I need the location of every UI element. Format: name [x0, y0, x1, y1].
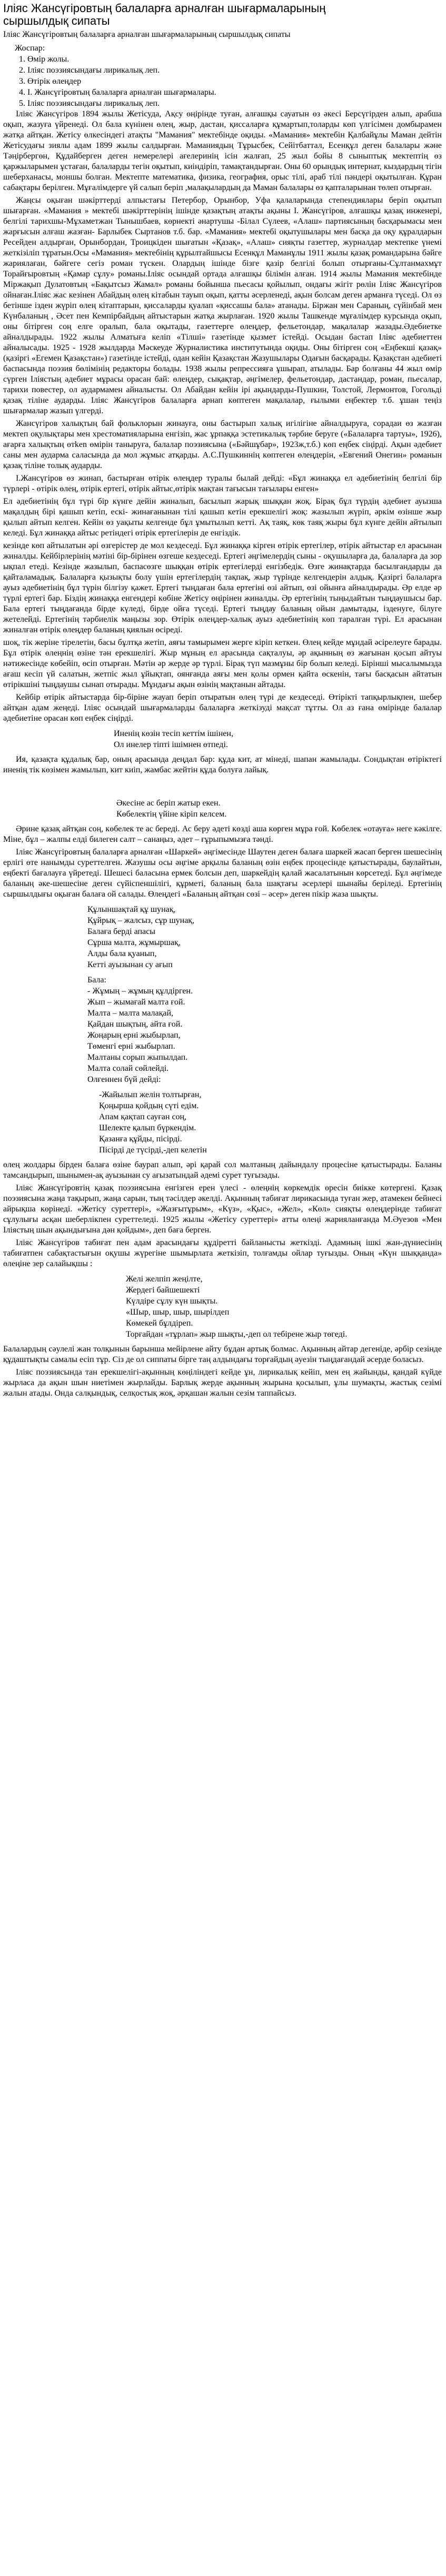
- verse-line: Малта солай сөйлейді.: [87, 1064, 169, 1073]
- verse-line: Пісірді де түсірді,-деп келетін: [99, 1146, 207, 1155]
- verse-line: «Шыр, шыр, шыр, шырілдеп: [126, 1308, 230, 1317]
- verse-line: Апам қақтап сауған соң,: [99, 1112, 187, 1121]
- verse-line: Иненің көзін тесіп кеттім ішінен,: [114, 729, 233, 738]
- verse-line: Олғеннен бүй дейді:: [87, 1075, 161, 1084]
- paragraph: Балалардың сәулелі жан толқынын барынша мейірлене айту бұдан артық болмас. Ақынның айтар дегеніде, әрбір сезінде құдаштықты самалы есіп тұр. Сіз де ол сиппаты бірге таң алдындағы торғайдың әуезін тыңдағандай әсерде боласыз.: [3, 1345, 442, 1364]
- paragraph: Кейбір өтірік айтыстарда бір-біріне жауап беріп отыратын өлең түрі де кездеседі. Өтірікті тапқырлықпен, шебер айтқан адам жеңеді. Іліяс осындай шығармаларды балаларға жеткізуді мақсат тұтты. Ол аз ғана өмірінде балалар әдебиетіне орасан көп еңбек сіңірді.: [3, 693, 442, 723]
- verse-line: Көбелектің үйіне кіріп келсем.: [116, 810, 227, 819]
- document-body: [3, 109, 442, 1399]
- paragraph: Ел әдебиетінің бұл түрі бір күнге дейін жиналып, басылып жарық шыққан жоқ. Бірақ бұл түрдің әдебиет ауызша мақалдың бірі қашып кетіп, ескі- жинағанынан тілі қашып кетін ерекшелігі жоқ: жазылып жүріп, әркім өзінше жыр қылып айтып келген. Кейін өз уақыты келгенде бұл ұмытылып кетті. Ақ таяқ, көк таяқ жыры бұл күнге дейін айтылып келеді. Бұл жинаққа айтыс ретіндегі өтірік ертегілерін де енгіздік.: [3, 497, 442, 538]
- document-subtitle: Іліяс Жансүгіровтың балаларға арналған шығармаларының сыршылдық сипаты: [3, 30, 291, 39]
- verse-line: Ол инелер тіпті ішімнен өтпеді.: [114, 740, 228, 749]
- spacer: [3, 778, 442, 793]
- verse-line: Шелекте қалып бүркендім.: [99, 1123, 196, 1132]
- paragraph: Іліяс Жансүгіров табиғат пен адам арасындағы құдіретті байланысты жеткізді. Адамның ішкі жан-дүниесінің табиғатпен сабақтастығын оқушы жүрегіне шымырлата жеткізіп, толғамды ойлар туғызды. Оның «Күн шыққанда» өлеңіне зер салайықшы :: [3, 1238, 442, 1268]
- verse-line: Жердегі байшешекті: [126, 1286, 200, 1295]
- paragraph: Іліяс поэзиясында тан ерекшелігі-ақынның көңіліндегі кейде ұн, лирикалық кейіп, мен ең жайынды, қандай күйде жырласа да ақын шын ниетімен жырлайды. Барлық жерде ақынның жырына қосылып, ұлы шумақты, жастық сезімі жалын атады. Онда салқындық, селқостық жоқ, әрқашан жалын сезім таппайсыз.: [3, 1368, 442, 1398]
- paragraph: Жаңсы оқыған шәкірттерді алпыстағы Петербор, Орынбор, Уфа қалаларында степендиялары беріп оқытып шығарған. «Мамания » мектебі шәкірттерінің ішінде қазақтың атақты ақыны І. Жансүгіров, алғашқы қазақ инженері, белгілі тарихшы-Мұхаметжан Тынышбаев, көрнекті әнартушы -Білал Сүлеев, «Алаш» партиясының басқарымасы мен жарғысын алғаш жазған- Барлыбек Сыртанов т.б. бар. «Мамания» мектебі оқытушылары мен басқа да оқу құралдарын Ресейден алдырған, Орынбордан, Троицкіден шығатын «Қазақ», «Алаш» сияқты газеттер, журналдар мектепке үнемі жеткізіліп тұратын.Осы «Мамания» мектебінің құрылтайшысы Есенқұл Маманұлы 1911 жылы қазақ романдарына бәйге жариялаған, бәйгеге сегіз роман түскен. Олардың ішінде бізге қазір белгілі болып отырғаны-Сұлтанмахмұт Торайғыровтың «Қамар сұлу» романы.Іліяс осындай ортада алғашқы білімін алған. 1914 жылы Мамания мектебінде Міржақып Дулатовтың «Бақытсыз Жамал» романы бойынша пьесасы қойылып, ондағы жігіт рөлін Іліяс Жансүгіров ойнаған.Іліяс жас кезінен Абайдың өлең кітабын тауып оқып, қатты әсерленеді, ақын болсам деген арманға түседі. Ол өз бетінше ізден жүріп өлең кітаптарын, қиссаларды қуалап «қиссашы бала» атанады. Біржан мен Сараның, сүйінбай мен Күнбаланың , Әсет пен Кемпірбайдың айтыстарын жатқа жырлаған. 1920 жылы Ташкенде мұғалімдер курсында оқып, оны бітірген соң елге оралып, бала оқытады, газеттерге өлеңдер, фельетондар, мақалалар жазады.Әдебиетке айналдырады. 1922 жылы Алматыға келіп «Тілші» газетінде қызмет істейді. Осыдан бастап Іліяс әдебиеттен айналысады. 1925 - 1928 жылдарда Мәскеуде Журналистика институтында оқиды. Оны бітірген соң «Еңбекші қазақ» (қазіргі «Егемен Қазақстан») газетінде істейді, одан кейін Қазақстан Жазушылары Одағын басқарады. Қазақстан әдебиеті баспасында поэзия бөлімінің редакторы болады. 1938 жылы репрессияға ұшырап, атылады. Бар болғаны 44 жыл өмір сүрген Іліястың әдебиет мұрасы орасан бай: өлеңдер, сықақтар, әңгімелер, фельетондар, дастандар, роман, пьесалар, тарихи повестер, ол аудармамен айналысты. Ол Абайдан кейін ірі ақындарды-Пушкин, Толстой, Лермонтов, Гогольді қазақ тіліне аударды. Іліяс Жансүгіров балаларға арнап көптеген мақалалар, ғылыми еңбектер т.б. ұшан теңіз шығармалар жазып үлгерді.: [3, 196, 442, 415]
- verse-line: Қайдан шықтың, айта ғой.: [87, 1020, 183, 1029]
- verse-block: [3, 728, 442, 750]
- table-of-contents: [3, 54, 442, 109]
- verse-line: Бала:: [87, 976, 106, 984]
- verse-line: Балаға берді апасы: [87, 927, 155, 936]
- verse-line: Төменгі ерні жыбырлап.: [87, 1042, 175, 1051]
- paragraph: кезінде көп айтылатын әрі өзгерістер де мол кездеседі. Бұл жинаққа кірген өтірік ертегілер, өтірік айтыстар ел арасынан жиналды. Кейбірлерінің мәтіні бір-бірінен өзгеше кездеседі. Ертегі әңгімелердің сыны - оқушыларға да, балаларға да зор ықпал етеді. Кезінде жазылып, баспасөзге шыққан өтірік ертегілерді енгізбедік. Өзге жинақтарда басылғандарды да қайталамадық. Балаларға қызықты болу үшін ертегілердің тақпақ, жыр түрінде келгендерін алдық. Қазіргі балаларға ауыз әдебиетінің бұл түрін білгізу қажет. Ертегі тыңдаған бала ертегіні өзі айтып, өзі ойынға айналдырады. Әр елде әр түрлі ертегі бар. Біздің жинаққа енгендері көбіне Жетісу өңірінен жиналды. Әр ертегінің тыңыдайтын тыңдаушысы бар. Бала ертегі тыңдағанда бірде күледі, бірде ойға түседі. Ертегі тыңдау баланың ойын дамытады, ізденуге, білуге жетелейді. Ертегінің тәрбиелік маңызы зор. Өтірік өлеңдер-халық ауыз әдебиетінің көп таралған түрі. Ел арасынан жиналған өтірік өлеңдер баланың қиялын өсіреді.: [3, 541, 442, 634]
- verse-line: Қазанға құйды, пісірді.: [99, 1135, 182, 1143]
- verse-line: Күлдіре сұлу күн шықты.: [126, 1297, 218, 1306]
- verse-block: [3, 798, 442, 820]
- toc-item: 4. І. Жансүгіровтың балаларға арналған шығармалары.: [27, 87, 442, 98]
- verse-line: Малтаны сорып жыпылдап.: [87, 1053, 188, 1062]
- paragraph: Іліяс Жансүгіровтің қазақ поэзиясына енгізген ерен үлесі - өлеңнің көркемдік өресін биікке көтергені. Қазақ поэзиясына жаңа тақырып, жаңа сарын, тың тәсілдер әкелді. Ақынның табиғат лирикасында туған жер, атамекен бейнесі айрықша көрінеді. «Жетісу суреттері», «Жазғытұрым», «Күз», «Қыс», «Жел», «Көл» сияқты өлеңдерінде табиғат сұлулығы асқан шеберлікпен суреттеледі. 1925 жылы «Жетісу суреттері» атты өлеңі жарияланғанда М.Әуезов «Мен Іліястың шын ақындығына дән қойдым», деп баға берген.: [3, 1183, 442, 1235]
- verse-line: Көмекей бұлдіреп.: [126, 1319, 193, 1328]
- toc-heading: Жоспар:: [15, 44, 45, 53]
- verse-line: Кетті ауызынан су ағып: [87, 960, 173, 969]
- paragraph: Әрине қазақ айтқан соң, көбелек те ас береді. Ас беру әдеті көзді аша көрген мұра ғой. Көбелек «отауға» неге кәкілге. Міне, бұл – жалпы елді билеген салт – санаңыз, әдет – ғұрыпымызға тәнді.: [3, 824, 442, 844]
- verse-line: Малта – малта малақай,: [87, 1009, 174, 1018]
- verse-line: Жып – жымағай малта ғой.: [87, 998, 185, 1007]
- paragraph: Іліяс Жансүгіров 1894 жылы Жетісуда, Ақсу өңірінде туған, алғашқы сауатын өз әкесі Берсүгірден алып, арабша оқып, жазуға үйренеді. Ол бала күнінен өлең, жыр, дастан, қиссаларға құмартып,толарды көп үлгісімен домбырамен жатқа айтқан. Жетісу өлкесіндегі атақты "Мамания" мектебінде оқиды. «Мамания» мектебін Қалбайұлы Маман дейтін Жетісудағы зиялы адам 1899 жылы салдырған. Маманиядың Тұрысбек, Сейітбаттал, Есенқұл деген балалары және Тәңірбергөн, Құдайберген деген немерелері ағелеринің ісін жалғап, 25 жыл бойы 8 сыныптық мектептің өз қаржыларымен ұстаған, балаларды тегін оқытып, киіндіріп, тамақтандырған. Оны 60 орындық интернат, кыздардың тігін шеберханасы, моншы болған. Мектепте математика, физика, география, орыс тілі, араб тілі пәндері оқытылған. Құран сабақтары берілген. Мұғалімдерге үй салып беріп ,малақылардың да Маман балалары өз қапталарынан төлеп отырған.: [3, 110, 442, 192]
- paragraph: Жансүгіров халықтың бай фольклорын жинауға, оны бастырып халық игілігіне айналдыруға, сорадаи өз жазған мектеп оқулықтары мен хрестоматияларына енгізіп, жас ұрпаққа эстетикалық тәрбие беруге («Балаларға тартуы», 1926), ағарға халықтың өтken өмірін таныруға, балалар поэзиясына («Бәйшұбар», 1923ж,т.б.) көп еңбек сіңірді. Ақын әдебиет саны мен аударма саласында да мол жұмыс атқарды. А.С.Пушкиннің көптеген өлеңдерін, «Евгений Онегин» романын қазақ тіліне толық аударды.: [3, 419, 442, 470]
- paragraph: Іліяс Жансүгіровтың балаларға арналған «Шаркей» әңгімесінде Шаутен деген балаға шаркей жасап берген шешесінің ерлігі өте нанымды суреттелген. Жазушы осы әңгіме арқылы баланың өзін еңбек процесінде қатыстырады, баулайтын, еңбекті бағалауға үйретеді. Шешесі баласына ермек болсын деп, шаркейдің қалай жасалатынын көрсетеді. Бұл әңгімеде баланың әке-шешесіне деген сүйіспеншілігі, құрметі, баланың бала шақтағы әсерлері шынайы беріледі. Ертегінің сыршылдығы оқыған балаға ой салады. Өлеңдегі «Баланың айтқан сөзі – әсер» деген пікір жаза шықты.: [3, 848, 442, 899]
- toc-item: 5. Іліяс поэзиясындағы лирикалық леп.: [27, 98, 442, 109]
- paragraph: І.Жансүгіров өз жинап, бастырған өтірік өлеңдер туралы былай дейді: «Бұл жинаққа ел әдебиетінің белгілі бір түрлері - өтірік өлең, өтірік ертегі, өтірік айтыс,өтірік мақтан тағысын тағылары енген»: [3, 474, 442, 493]
- verse-block: [3, 1089, 442, 1156]
- page-title: Іліяс Жансүгіровтың балаларға арналған шығармаларының сыршылдық сипаты: [3, 2, 326, 27]
- verse-line: -Жайылып желін толтырған,: [99, 1090, 202, 1099]
- toc-item: 3. Өтірік өлеңдер: [27, 76, 442, 87]
- verse-line: Құйрық – жалсыз, сұр шунақ,: [87, 916, 195, 925]
- verse-block: [3, 974, 442, 1085]
- toc-item: 2. Іліяс поэзиясындағы лирикалық леп.: [27, 65, 442, 76]
- verse-line: - Жұмың – жұмың құлдірген.: [87, 987, 193, 996]
- verse-line: Желі желпіп жеңілте,: [126, 1275, 203, 1284]
- paragraph: Ия, қазақта құдалық бар, оның арасында деңдал бар: құда кит, ат мінеді, шапан жамылады. Сондықтан өтіріктегі иненің тік көзімен жамылып, кит киіп, жамбас жейтін құда болуға лайық.: [3, 755, 442, 774]
- verse-line: Торғайдан «тұрлап» жыр шықты,-деп ол тебірене жыр төгеді.: [126, 1330, 348, 1339]
- verse-block: [3, 1274, 442, 1340]
- verse-line: Қоңырша қойдың сүті едім.: [99, 1101, 199, 1110]
- paragraph: шоқ, тік жеріне тірелетін, басы бұлтқа жетіп, аяғы тамырымен жерге кіріп кеткен. Өлең кейде мұндай әсірелеуге барады. Бұл өтірік өлеңнің өзіне тән ерекшелігі. Жыр мұның ел арасында сақталуы, әр ақынның өз жағынан қосып айтуы нәтижесінде көбейіп, өсіп отырған. Мәтін әр жерде әр түрлі. Бірақ түп мазмұны бір болып келеді. Бірінші мысалымызда ағаш кесіп үй салатын, жетпіс жыл ұйықтап, оянғанда аяғы мен қолы ормен қайта өскенін, тағы басқасын айтатын өтірікшіні тыңдаушы сынап отырады. Мұндағы ақын өзінің мақтанын айтады.: [3, 638, 442, 689]
- verse-line: Әкесіне ас беріп жатыр екен.: [116, 799, 221, 808]
- verse-line: Сұрша малта, жұмыршақ,: [87, 938, 181, 947]
- toc-item: 1. Өмір жолы.: [27, 54, 442, 65]
- verse-line: Жоңарың ерні жыбырлап,: [87, 1031, 181, 1040]
- paragraph: өлең жолдары бірден балаға өзіне баурап алып, әрі қарай сол малтаның дайындалу процесіне қатыстырады. Баланы тамсандырып, шынымен-ақ ауызынан су ағызатындай әдемі сурет туғызады.: [3, 1160, 442, 1180]
- verse-block: [3, 904, 442, 970]
- verse-line: Алды бала қуанып,: [87, 949, 157, 958]
- verse-line: Құлыншақтай құ шунақ,: [87, 905, 176, 914]
